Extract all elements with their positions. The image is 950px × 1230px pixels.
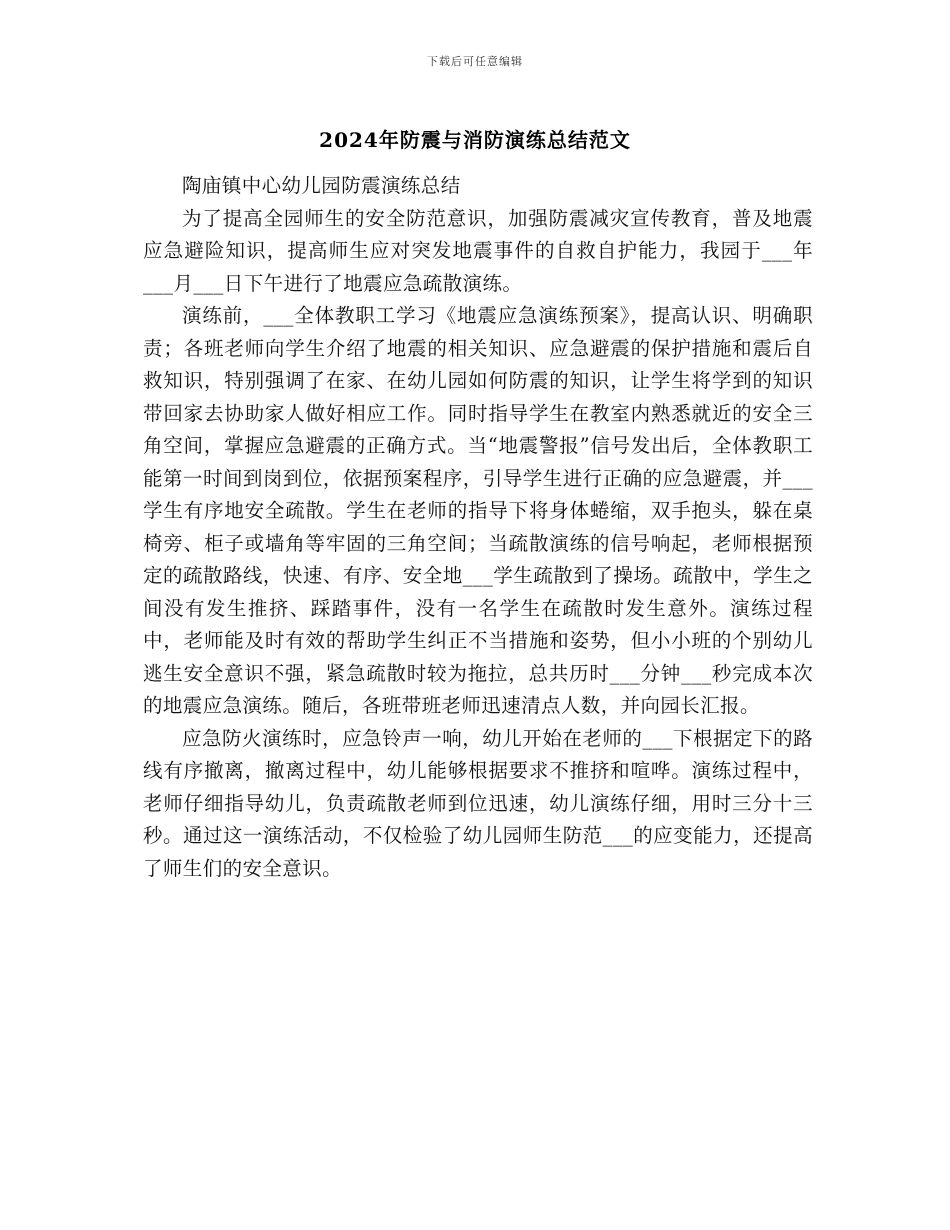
- document-title: 2024年防震与消防演练总结范文: [319, 128, 631, 152]
- paragraph-fire-drill: 应急防火演练时，应急铃声一响，幼儿开始在老师的___下根据定下的路线有序撤离，撤离过程中，幼儿能够根据要求不推挤和喧哗。演练过程中，老师仔细指导幼儿，负责疏散老师到位迅速，幼儿演练仔细，用时三分十三秒。通过这一演练活动，不仅检验了幼儿园师生防范___的应变能力，还提高了师生们的安全意识。: [143, 726, 813, 880]
- page-header: 下载后可任意编辑: [427, 55, 523, 68]
- document-subtitle: 陶庙镇中心幼儿园防震演练总结: [182, 174, 461, 197]
- document-body: [143, 170, 813, 885]
- paragraph-intro: 为了提高全园师生的安全防范意识，加强防震减灾宣传教育，普及地震应急避险知识，提高师生应对突发地震事件的自救自护能力，我园于___年___月___日下午进行了地震应急疏散演练。: [143, 206, 813, 295]
- paragraph-earthquake-drill: 演练前，___全体教职工学习《地震应急演练预案》，提高认识、明确职责；各班老师向学生介绍了地震的相关知识、应急避震的保护措施和震后自救知识，特别强调了在家、在幼儿园如何防震的知识，让学生将学到的知识带回家去协助家人做好相应工作。同时指导学生在教室内熟悉就近的安全三角空间，掌握应急避震的正确方式。当“地震警报”信号发出后，全体教职工能第一时间到岗到位，依据预案程序，引导学生进行正确的应急避震，并___学生有序地安全疏散。学生在老师的指导下将身体蜷缩，双手抱头，躲在桌椅旁、柜子或墙角等牢固的三角空间；当疏散演练的信号响起，老师根据预定的疏散路线，快速、有序、安全地___学生疏散到了操场。疏散中，学生之间没有发生推挤、踩踏事件，没有一名学生在疏散时发生意外。演练过程中，老师能及时有效的帮助学生纠正不当措施和姿势，但小小班的个别幼儿逃生安全意识不强，紧急疏散时较为拖拉，总共历时___分钟___秒完成本次的地震应急演练。随后，各班带班老师迅速清点人数，并向园长汇报。: [143, 304, 813, 717]
